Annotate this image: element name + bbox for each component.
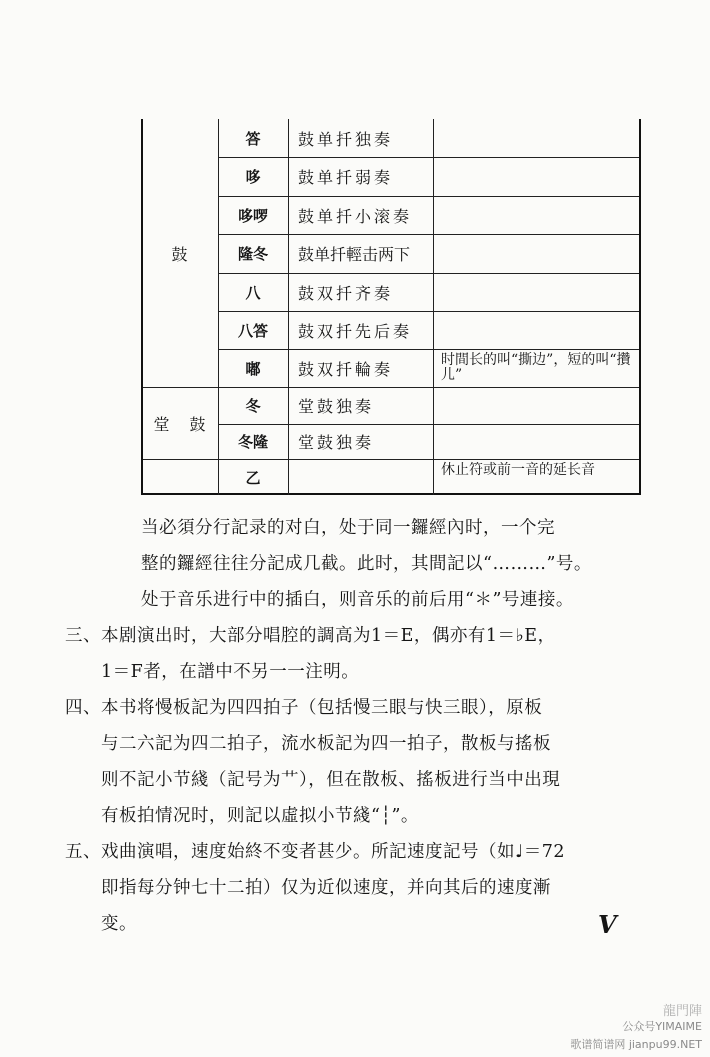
- group-label-tanggu: 堂 鼓: [153, 414, 208, 434]
- watermark-logo: 龍門陣: [662, 1004, 702, 1019]
- paragraph-three: [65, 618, 645, 690]
- paragraph-five: [65, 834, 645, 942]
- table-row-symbol: 乙: [245, 468, 261, 487]
- watermark-site: 歌谱简谱网 jianpu99.NET: [570, 1038, 702, 1051]
- table-row-description: 堂鼓独奏: [298, 397, 375, 416]
- text-line: 即指每分钟七十二拍）仅为近似速度，并向其后的速度漸: [65, 878, 551, 898]
- table-row-description: 堂鼓独奏: [298, 433, 375, 452]
- text-line: 五、戏曲演唱，速度始終不变者甚少。所記速度記号（如♩＝72: [65, 842, 566, 862]
- table-row-note: 休止符或前一音的延长音: [441, 462, 595, 478]
- table-row-description: 鼓双扦先后奏: [298, 321, 413, 341]
- text-line: 则不記小节綫（記号为艹），但在散板、搖板进行当中出現: [65, 770, 561, 790]
- text-line: 有板拍情况时，则記以虛拟小节綫“┆”。: [65, 806, 419, 826]
- table-row-symbol: 哆啰: [237, 206, 268, 225]
- paragraph-four: [65, 690, 645, 834]
- table-row-note: 时間长的叫“撕边”，短的叫“攢儿”: [441, 352, 631, 383]
- table-row-description: 鼓双扦輪奏: [298, 359, 394, 379]
- table-row-symbol: 嘟: [245, 359, 261, 378]
- table-row-note: [433, 196, 639, 234]
- table-row-note: [433, 157, 639, 196]
- text-line: 当必須分行記录的对白，处于同一鑼經內时，一个完: [105, 518, 555, 538]
- table-row-symbol: 八: [245, 283, 261, 302]
- watermark-account: 公众号YIMAIME: [622, 1020, 702, 1033]
- text-line: 变。: [65, 914, 137, 934]
- table-row-description: [288, 459, 433, 495]
- table-row-note: [433, 387, 639, 424]
- table-row-description: 鼓双扦齐奏: [298, 283, 394, 303]
- text-line: 1＝F者，在譜中不另一一注明。: [65, 662, 360, 682]
- text-line: 与二六記为四二拍子，流水板記为四一拍子，散板与搖板: [65, 734, 551, 754]
- table-row-note: [433, 424, 639, 459]
- text-line: 处于音乐进行中的插白，则音乐的前后用“＊”号連接。: [105, 590, 574, 610]
- table-row-symbol: 冬: [245, 397, 261, 415]
- table-row-description: 鼓单扦小滚奏: [298, 206, 413, 226]
- percussion-notation-table: [141, 119, 641, 495]
- table-row-symbol: 隆冬: [237, 245, 268, 263]
- table-row-symbol: 答: [245, 129, 261, 148]
- paragraph-separator-note: [105, 510, 645, 618]
- table-row-symbol: 八答: [237, 321, 268, 340]
- table-row-note: [433, 119, 639, 157]
- page-number: V: [598, 910, 617, 939]
- text-line: 整的鑼經往往分記成几截。此时，其間記以“………”号。: [105, 554, 592, 574]
- table-row-symbol: 冬隆: [237, 433, 268, 451]
- group-label-drum: 鼓: [171, 244, 190, 264]
- table-row-symbol: 哆: [245, 168, 261, 186]
- table-row-description: 鼓单扦弱奏: [298, 168, 394, 187]
- text-line: 四、本书将慢板記为四四拍子（包括慢三眼与快三眼），原板: [65, 698, 543, 718]
- table-row-description: 鼓单扦独奏: [298, 129, 394, 149]
- table-row-note: [433, 273, 639, 311]
- notes-text: [65, 510, 645, 942]
- table-row-note: [433, 234, 639, 273]
- table-row-note: [433, 311, 639, 349]
- table-row-description: 鼓单扦輕击两下: [298, 245, 411, 264]
- text-line: 三、本剧演出时，大部分唱腔的調高为1＝E，偶亦有1＝♭E，: [65, 626, 556, 646]
